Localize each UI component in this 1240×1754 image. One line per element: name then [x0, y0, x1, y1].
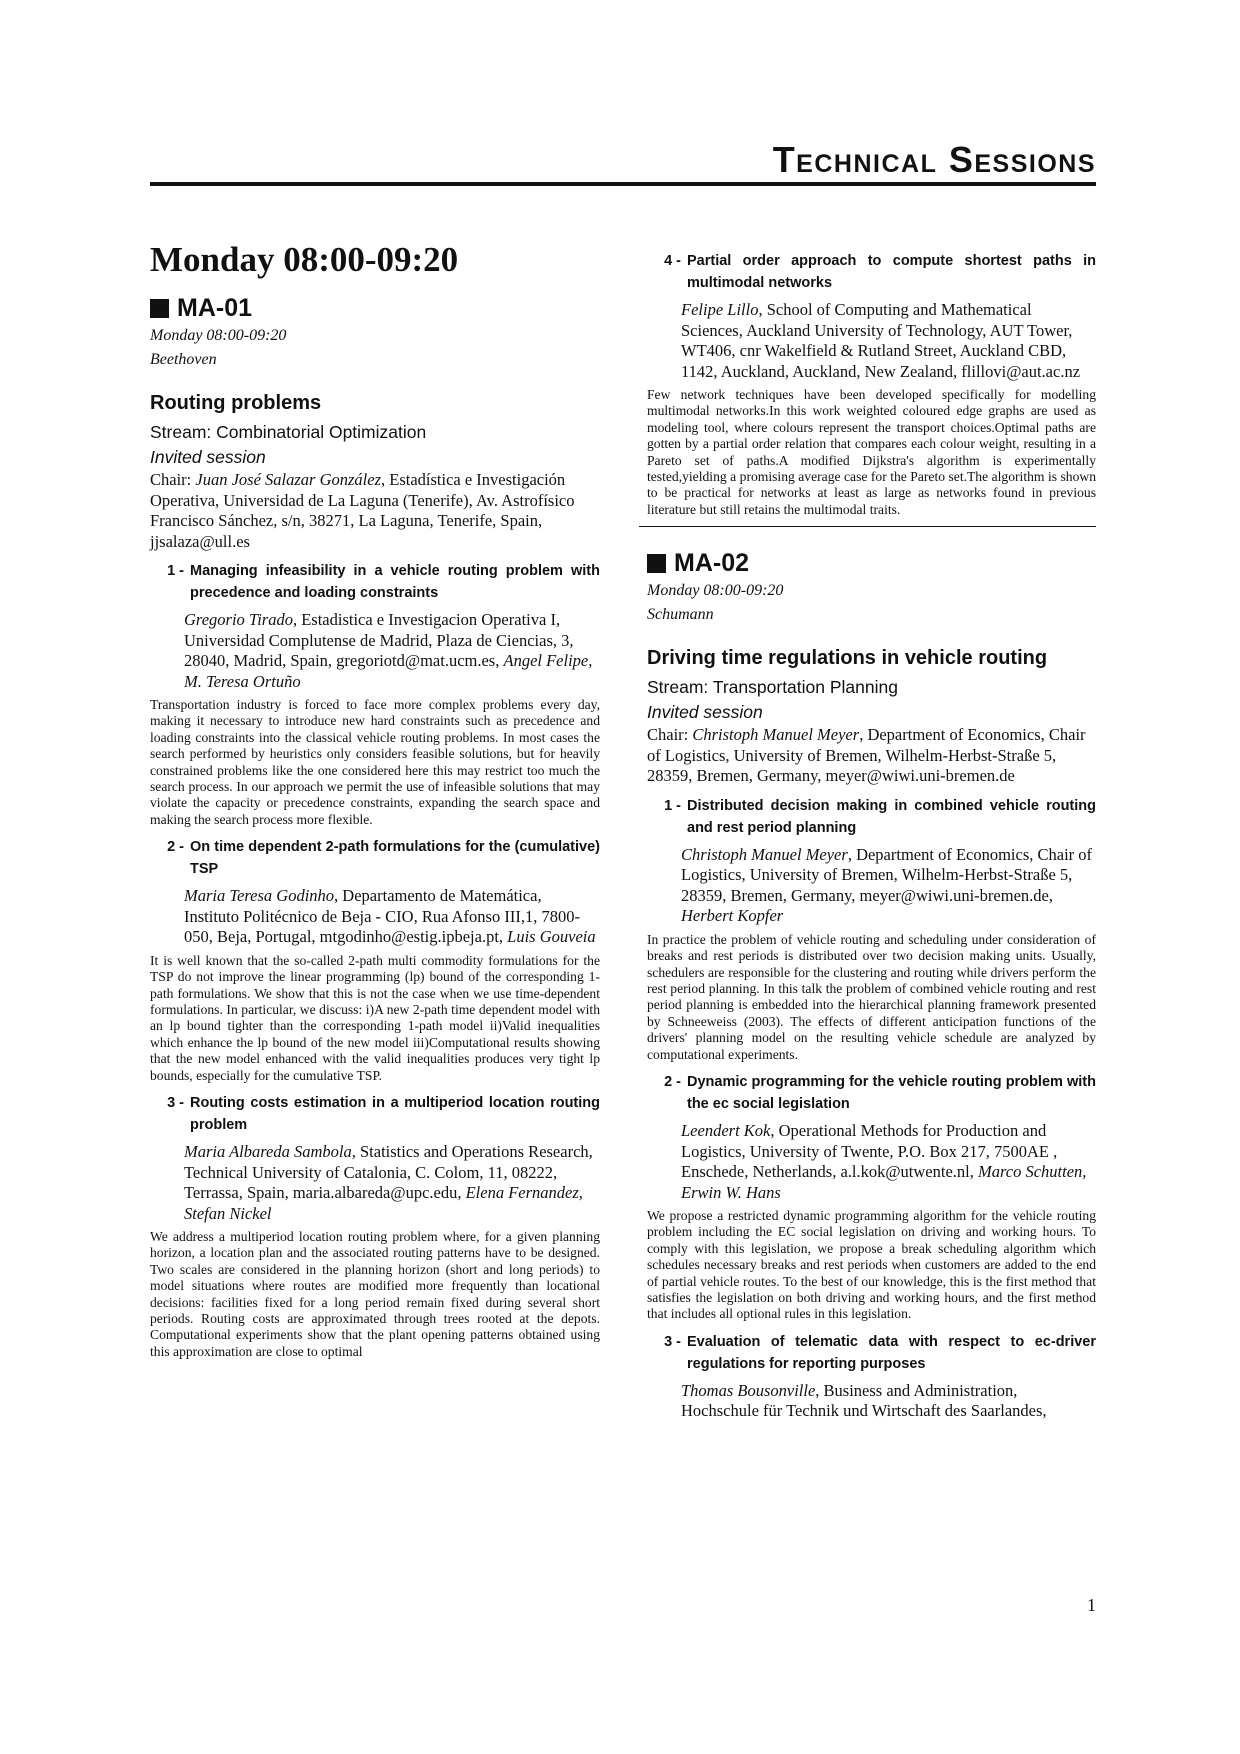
- talk-authors: [681, 1381, 1096, 1422]
- session-code-text: MA-02: [674, 549, 750, 578]
- chair-name: Christoph Manuel Meyer: [692, 725, 860, 745]
- talk-heading: [150, 1092, 600, 1136]
- talk: [150, 1092, 600, 1360]
- left-column: [150, 238, 600, 1360]
- co-authors: Elena Fernandez, Stefan Nickel: [184, 1183, 583, 1223]
- talk-abstract: Transportation industry is forced to face more complex problems every day, making it necessary to introduce new hard constraints such as precedence and loading constraints into the classical vehicle routing problems. In most cases the search performed by heuristics only considers feasible solutions, but for heavily constrained problems like the one considered here this may restrict too much the search process. In our approach we permit the use of infeasible solutions that may violate the capacity or precedence constraints, expanding the search space and making the search process more flexible.: [150, 697, 600, 827]
- page-number: 1: [1087, 1595, 1096, 1615]
- talk-heading: [647, 250, 1096, 294]
- author-affiliation: , School of Computing and Mathematical Sciences, Auckland University of Technology, AUT Tower, WT406, cnr Wakelfield & Rutland Street, Auckland CBD, 1142, Auckland, Auckland, New Zealand, flillovi@aut.ac.nz: [681, 300, 1081, 381]
- talk-title: Routing costs estimation in a multiperiod location routing problem: [190, 1095, 600, 1133]
- talk: [150, 836, 600, 1084]
- page-title: Technical Sessions: [772, 139, 1096, 180]
- session-type: Invited session: [150, 447, 266, 467]
- talk-number: 1 -: [167, 563, 184, 579]
- presenting-author: Felipe Lillo: [681, 300, 759, 319]
- chair-label: Chair:: [647, 725, 689, 745]
- session-stream: Stream: Combinatorial Optimization: [150, 422, 427, 442]
- presenting-author: Maria Teresa Godinho: [184, 886, 335, 906]
- talk-number: 2 -: [167, 839, 184, 856]
- author-affiliation: , Business and Administration, Hochschule für Technik und Wirtschaft des Saarlandes,: [681, 1380, 1047, 1421]
- talk-authors: [681, 1121, 1096, 1203]
- session-time: Monday 08:00-09:20: [647, 582, 784, 600]
- right-column: [647, 238, 1096, 1422]
- talk-number: 4 -: [664, 253, 681, 269]
- session-stream: Stream: Transportation Planning: [647, 677, 898, 698]
- talk: [647, 1331, 1096, 1422]
- talk-authors: [184, 886, 600, 948]
- day-title: Monday 08:00-09:20: [150, 240, 459, 279]
- talk-title: Dynamic programming for the vehicle routing problem with the ec social legislation: [687, 1074, 1096, 1112]
- chair-label: Chair:: [150, 470, 192, 489]
- talk-abstract: We propose a restricted dynamic programming algorithm for the vehicle routing problem including the EC social legislation on driving and working hours. To comply with this legislation, we propose a break scheduling algorithm which schedules necessary breaks and rest periods when customers are added to the end of partial vehicle routes. To the best of our knowledge, this is the first method that satisfies the legislation on both driving and working hours, and the first method that includes all optional rules in this legislation.: [647, 1208, 1096, 1322]
- talk-abstract: Few network techniques have been developed specifically for modelling multimodal networks.In this work weighted coloured edge graphs are used as modeling tool, where colours represent the transport choices.Optimal paths are gotten by a partial order relation that compares each colour weight, resulting in a Pareto set of paths.A modified Dijkstra's algorithm is experimentally tested,yielding a promising average case for the Pareto set.The algorithm is shown to be practical for networks at least as large as networks found in previous literature but still retains the multimodal traits.: [647, 387, 1096, 517]
- author-affiliation: , Operational Methods for Production and Logistics, University of Twente, P.O. Box 217, 7500AE , Enschede, Netherlands, a.l.kok@utwente.nl,: [681, 1121, 1058, 1181]
- talk-authors: [184, 1142, 600, 1224]
- chair-affiliation: , Department of Economics, Chair of Logistics, University of Bremen, Wilhelm-Herbst-Straße 5, 28359, Bremen, Germany, meyer@wiwi.uni-bremen.de: [647, 725, 1086, 786]
- talk-authors: [184, 610, 600, 692]
- session-code: [150, 292, 600, 324]
- talk-abstract: In practice the problem of vehicle routing and scheduling under consideration of breaks and rest periods is distributed over two decision making units. Usually, schedulers are responsible for the clustering and routing while drivers perform the rest period planning. In this talk the problem of combined vehicle routing and rest period planning is embedded into the hierarchical planning framework presented by Schneeweiss (2003). The effects of different anticipation functions of the drivers' planning model on the resulting vehicle schedule are analyzed by computational experiments.: [647, 931, 1096, 1062]
- talk: [150, 560, 600, 828]
- talk-number: 1 -: [664, 797, 681, 814]
- talk-authors: [681, 300, 1096, 382]
- presenting-author: Thomas Bousonville: [681, 1380, 816, 1400]
- talk: [647, 250, 1096, 518]
- talk: [647, 1071, 1096, 1323]
- session-room: Beethoven: [150, 351, 217, 368]
- talk-heading: [647, 1071, 1096, 1115]
- talk-heading: [150, 836, 600, 880]
- talk-heading: [647, 1331, 1096, 1375]
- session-title: Routing problems: [150, 392, 322, 414]
- presenting-author: Christoph Manuel Meyer: [681, 844, 848, 864]
- talk-abstract: It is well known that the so-called 2-path multi commodity formulations for the TSP do not improve the linear programming (lp) bound of the corresponding 1-path formulations. We show that this is not the case when we use time-dependent formulations. In particular, we discuss: i)A new 2-path time dependent model with an lp bound tighter than the corresponding 1-path model ii)Valid inequalities which enhance the lp bound of the new model iii)Computational results showing that the new model enhanced with the valid inequalities produces very tight lp bounds, especially for the cumulative TSP.: [150, 952, 600, 1083]
- session-time: Monday 08:00-09:20: [150, 327, 287, 344]
- talk-title: Evaluation of telematic data with respect to ec-driver regulations for reporting purposes: [687, 1333, 1096, 1372]
- session-code-text: MA-01: [177, 294, 253, 322]
- talk-title: Distributed decision making in combined vehicle routing and rest period planning: [687, 797, 1096, 836]
- talk-title: On time dependent 2-path formulations for the (cumulative) TSP: [190, 839, 600, 878]
- talk-number: 3 -: [167, 1095, 184, 1111]
- page-header: [150, 140, 1096, 186]
- author-affiliation: , Departamento de Matemática, Instituto Politécnico de Beja - CIO, Rua Afonso III,1, 7800-050, Beja, Portugal, mtgodinho@estig.ipbeja.pt,: [184, 886, 580, 947]
- session-chair: [150, 470, 600, 552]
- author-affiliation: , Estadistica e Investigacion Operativa I, Universidad Complutense de Madrid, Plaza de Ciencias, 3, 28040, Madrid, Spain, gregoriotd@mat.ucm.es,: [184, 610, 574, 670]
- presenting-author: Leendert Kok: [681, 1121, 771, 1140]
- chair-name: Juan José Salazar González: [195, 470, 381, 489]
- square-bullet-icon: [647, 554, 666, 573]
- talk-number: 2 -: [664, 1074, 681, 1090]
- session-chair: [647, 725, 1096, 787]
- co-authors: Angel Felipe, M. Teresa Ortuño: [184, 651, 593, 691]
- talk-number: 3 -: [664, 1333, 681, 1350]
- talk-heading: [647, 795, 1096, 839]
- talk-title: Partial order approach to compute shortest paths in multimodal networks: [687, 253, 1096, 291]
- session-divider: [639, 526, 1096, 527]
- session-title: Driving time regulations in vehicle routing: [647, 647, 1048, 670]
- header-rule: [150, 182, 1096, 186]
- talk-authors: [681, 845, 1096, 927]
- session-code: [647, 547, 1096, 579]
- talk-abstract: We address a multiperiod location routing problem where, for a given planning horizon, a location plan and the associated routing patterns have to be designed. Two scales are considered in the planning horizon (short and long periods) to model situations where routes are modified more frequently than locational decisions: facilities fixed for a long period remain fixed during several short periods. Routing costs are approximated through trees rooted at the depots. Computational experiments show that the plant opening patterns obtained using this approximation are close to optimal: [150, 1229, 600, 1359]
- co-authors: Marco Schutten, Erwin W. Hans: [681, 1162, 1087, 1202]
- talk: [647, 795, 1096, 1063]
- author-affiliation: , Department of Economics, Chair of Logistics, University of Bremen, Wilhelm-Herbst-Straße 5, 28359, Bremen, Germany, meyer@wiwi.uni-bremen.de,: [681, 844, 1093, 905]
- talk-title: Managing infeasibility in a vehicle routing problem with precedence and loading constraints: [190, 563, 600, 601]
- session-room: Schumann: [647, 606, 714, 624]
- author-affiliation: , Statistics and Operations Research, Technical University of Catalonia, C. Colom, 11, 08222, Terrassa, Spain, maria.albareda@upc.edu,: [184, 1142, 593, 1202]
- chair-affiliation: , Estadística e Investigación Operativa, Universidad de La Laguna (Tenerife), Av. Astrofísico Francisco Sánchez, s/n, 38271, La Laguna, Tenerife, Spain, jjsalaza@ull.es: [150, 470, 575, 551]
- talk-heading: [150, 560, 600, 604]
- presenting-author: Maria Albareda Sambola: [184, 1142, 352, 1161]
- session-type: Invited session: [647, 702, 763, 723]
- co-authors: Herbert Kopfer: [681, 906, 784, 926]
- square-bullet-icon: [150, 299, 169, 318]
- co-authors: Luis Gouveia: [507, 927, 596, 947]
- presenting-author: Gregorio Tirado: [184, 610, 293, 629]
